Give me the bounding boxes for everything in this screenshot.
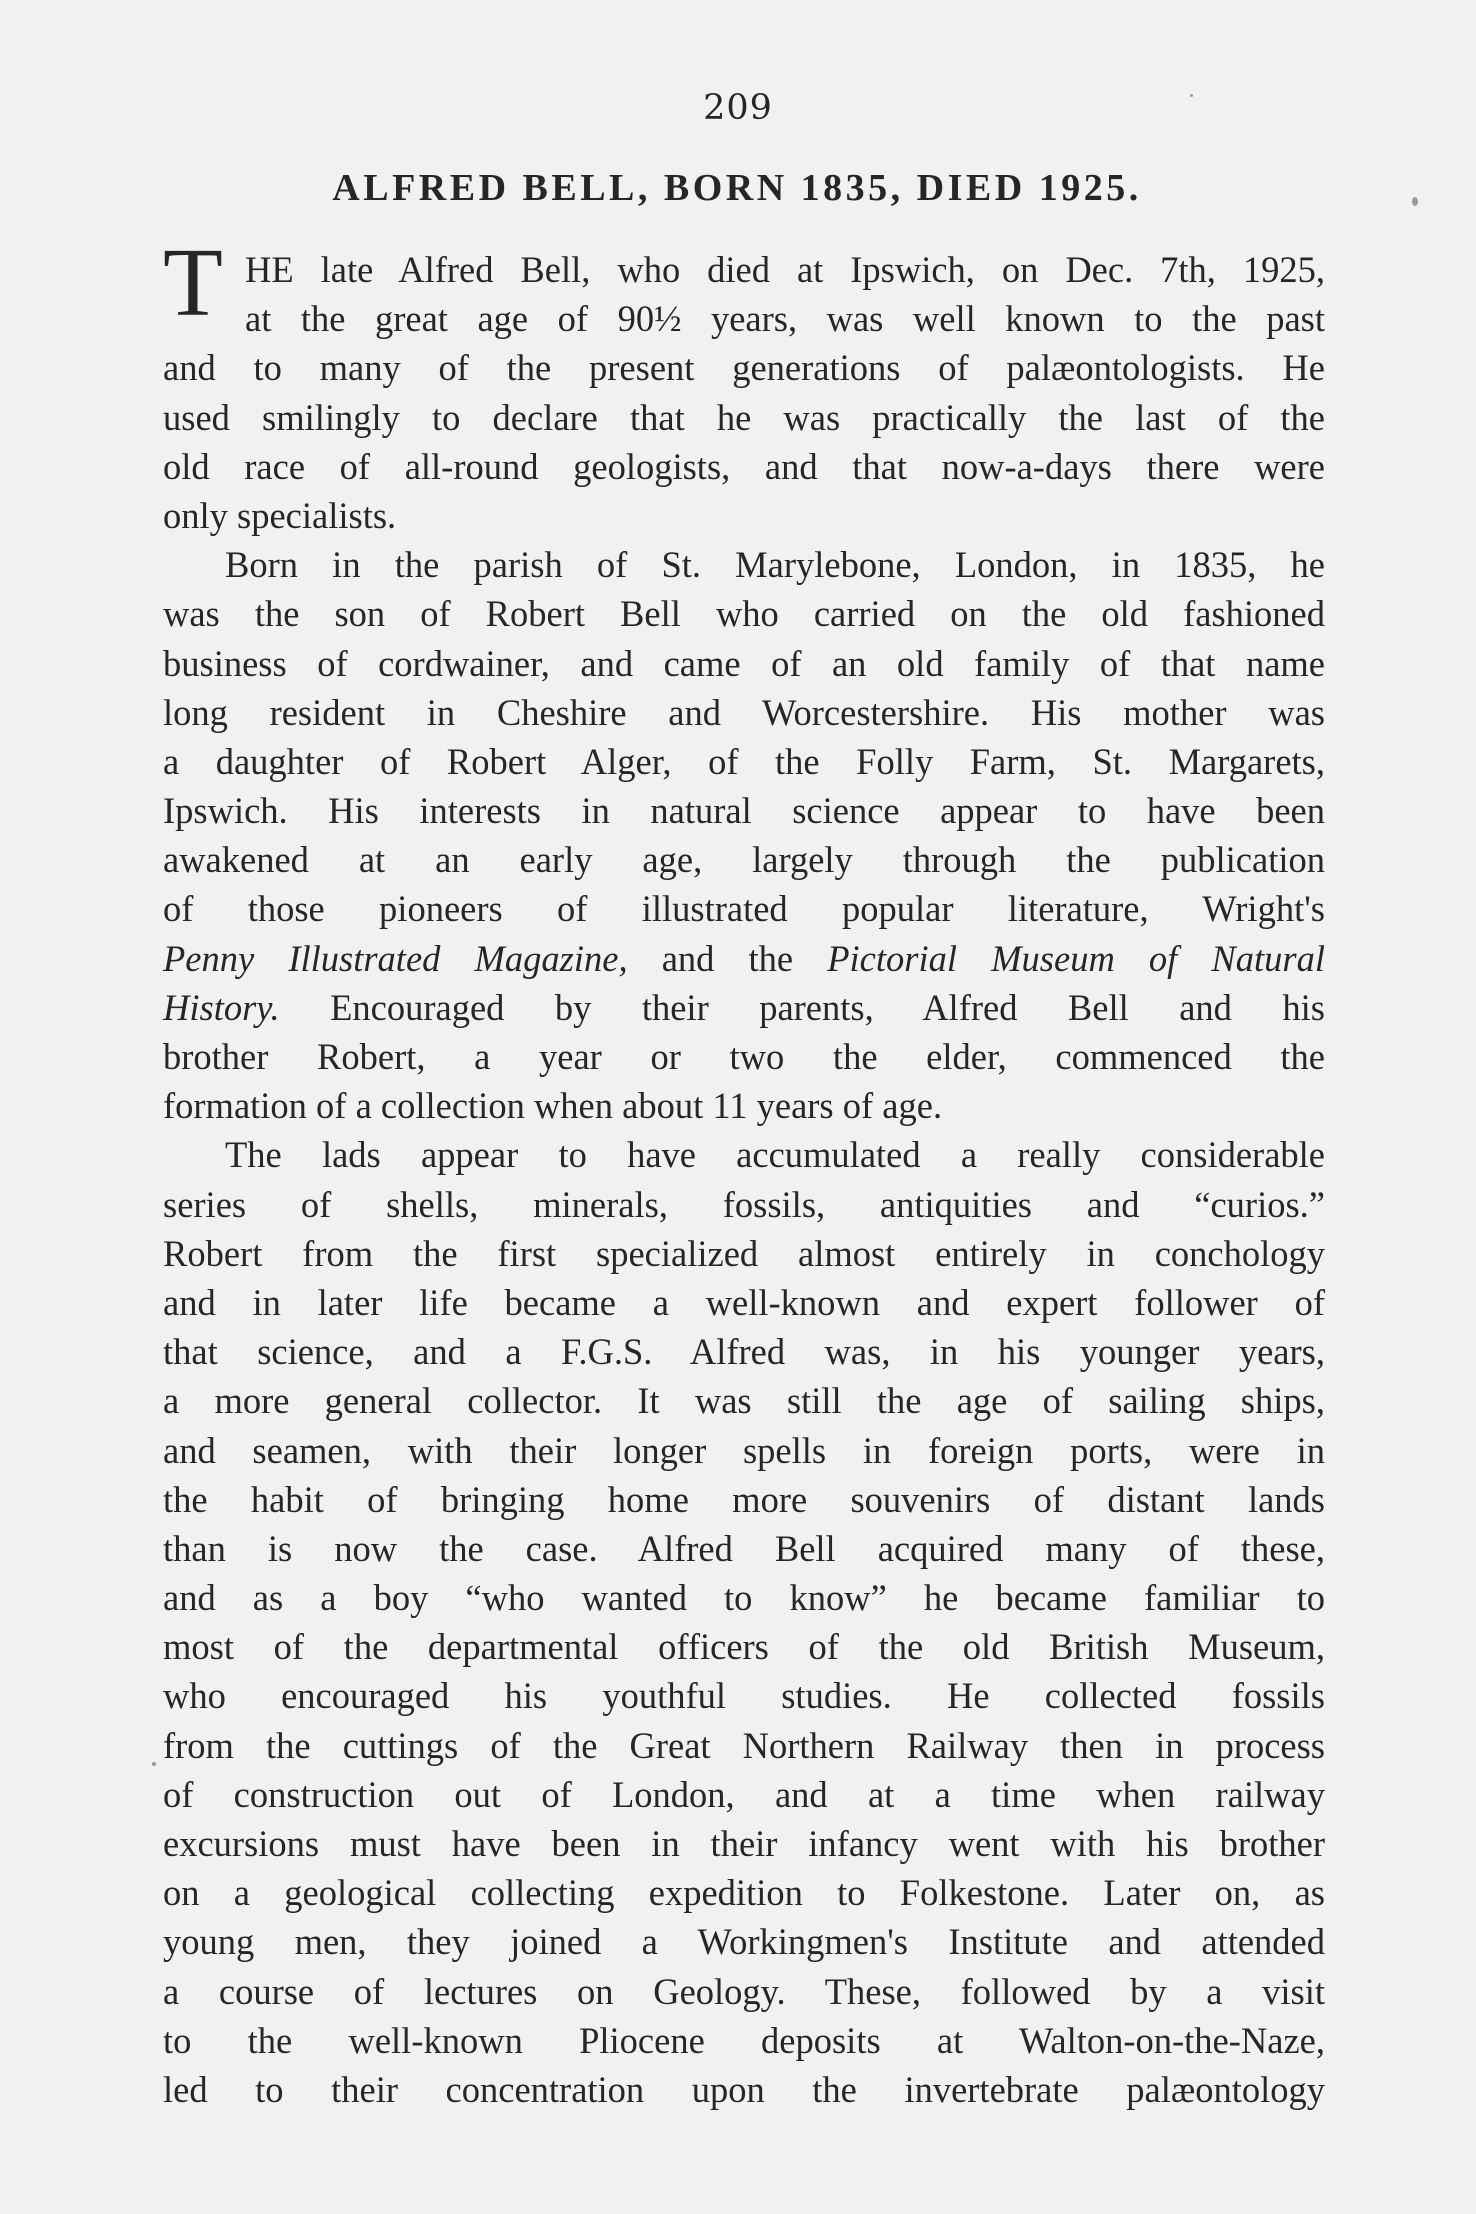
italic-title-history: History. [163, 986, 280, 1028]
text-line: at the great age of 90½ years, was well known to the past [245, 298, 1325, 340]
text-line: series of shells, minerals, fossils, antiquities and “curios.” [163, 1183, 1325, 1225]
italic-title-penny-magazine: Penny Illustrated Magazine, [163, 937, 628, 979]
paper-speck [1412, 197, 1418, 206]
text-line: the habit of bringing home more souvenirs of distant lands [163, 1478, 1325, 1520]
text-line: old race of all-round geologists, and that now-a-days there were [163, 445, 1325, 487]
text-line: Ipswich. His interests in natural science appear to have been [163, 790, 1325, 832]
text-line: and to many of the present generations of palæontologists. He [163, 347, 1325, 389]
drop-cap: T [163, 229, 223, 337]
text-line: from the cuttings of the Great Northern Railway then in process [163, 1724, 1325, 1766]
text-fragment: Encouraged by their parents, Alfred Bell and his [279, 986, 1325, 1028]
text-line: than is now the case. Alfred Bell acquired many of these, [163, 1527, 1325, 1569]
page-number: 209 [703, 88, 773, 128]
text-line: and seamen, with their longer spells in foreign ports, were in [163, 1429, 1325, 1471]
article-body [163, 245, 1325, 2114]
text-line: and as a boy “who wanted to know” he became familiar to [163, 1577, 1325, 1619]
text-line: used smilingly to declare that he was practically the last of the [163, 396, 1325, 438]
text-line: brother Robert, a year or two the elder, commenced the [163, 1036, 1325, 1077]
text-line: young men, they joined a Workingmen's Institute and attended [163, 1921, 1325, 1963]
text-line: business of cordwainer, and came of an old family of that name [163, 642, 1325, 684]
text-line: formation of a collection when about 11 years of age. [163, 1085, 943, 1127]
text-line [163, 934, 1325, 983]
text-line: and in later life became a well-known and expert follower of [163, 1281, 1325, 1323]
text-line: to the well-known Pliocene deposits at Walton-on-the-Naze, [163, 2019, 1325, 2061]
text-line: awakened at an early age, largely through the publication [163, 839, 1325, 881]
text-line: most of the departmental officers of the old British Museum, [163, 1626, 1325, 1668]
paper-speck [152, 1762, 156, 1766]
text-line: was the son of Robert Bell who carried on the old fashioned [163, 593, 1325, 635]
text-line: long resident in Cheshire and Worcestershire. His mother was [163, 691, 1325, 733]
text-line: of construction out of London, and at a time when railway [163, 1773, 1325, 1815]
text-line: Robert from the first specialized almost entirely in conchology [163, 1232, 1325, 1274]
text-line: HE late Alfred Bell, who died at Ipswich, on Dec. 7th, 1925, [245, 249, 1325, 290]
text-line: of those pioneers of illustrated popular literature, Wright's [163, 888, 1325, 930]
text-fragment: and the [627, 937, 828, 979]
italic-title-pictorial-museum: Pictorial Museum of Natural [827, 937, 1326, 979]
paragraph-1 [163, 245, 1325, 540]
text-line: who encouraged his youthful studies. He collected fossils [163, 1675, 1325, 1717]
text-line: led to their concentration upon the invertebrate palæontology [163, 2068, 1325, 2110]
text-line: that science, and a F.G.S. Alfred was, in his younger years, [163, 1331, 1325, 1373]
paragraph-2 [163, 540, 1325, 1130]
text-line: on a geological collecting expedition to Folkestone. Later on, as [163, 1872, 1325, 1914]
article-title: ALFRED BELL, BORN 1835, DIED 1925. [332, 167, 1142, 209]
paragraph-3 [163, 1130, 1325, 2114]
text-line: Born in the parish of St. Marylebone, London, in 1835, he [225, 544, 1325, 586]
text-line [163, 983, 1325, 1032]
text-line: a daughter of Robert Alger, of the Folly Farm, St. Margarets, [163, 740, 1325, 782]
text-line: a more general collector. It was still the age of sailing ships, [163, 1380, 1325, 1422]
text-line: only specialists. [163, 494, 397, 536]
text-line: excursions must have been in their infancy went with his brother [163, 1823, 1325, 1864]
paper-speck [1190, 94, 1193, 97]
text-line: The lads appear to have accumulated a really considerable [225, 1134, 1325, 1176]
text-line: a course of lectures on Geology. These, followed by a visit [163, 1970, 1325, 2012]
